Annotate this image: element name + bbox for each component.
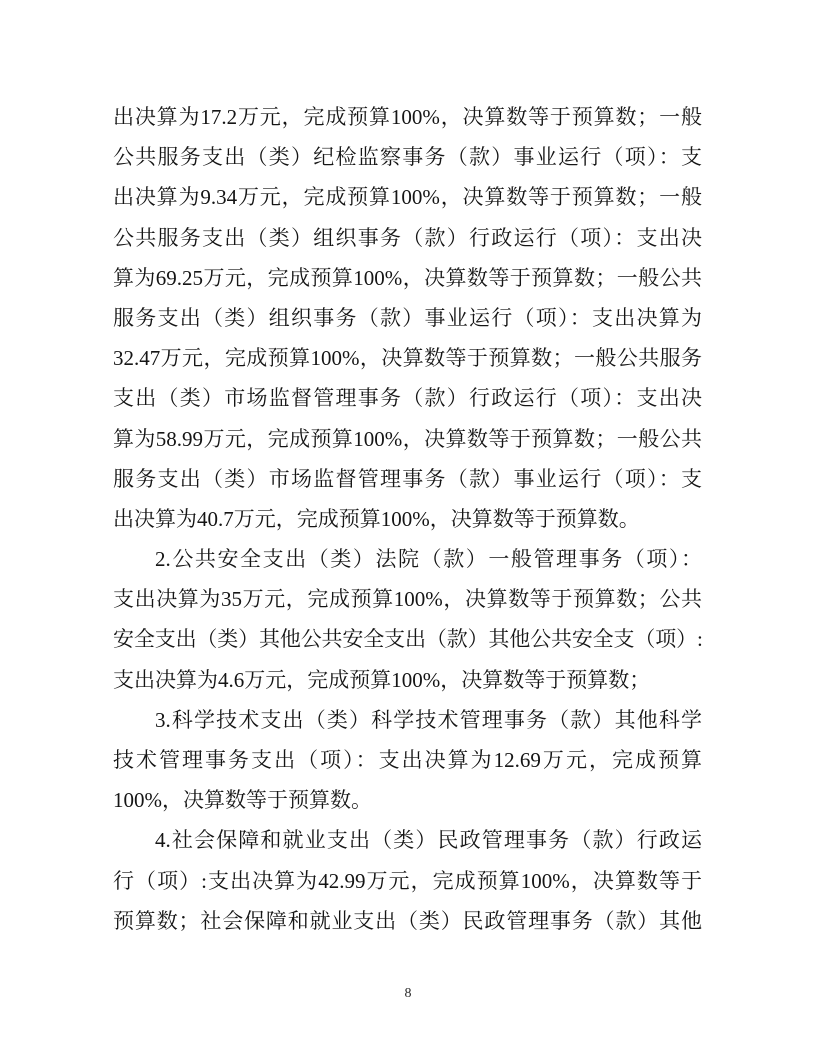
text-line: 安全支出（类）其他公共安全支出（款）其他公共安全支（项）:: [113, 627, 702, 652]
text-line: 服务支出（类）组织事务（款）事业运行（项）：支出决算为: [113, 305, 702, 330]
page-number: 8: [404, 986, 412, 1001]
text-line: 2.公共安全支出（类）法院（款）一般管理事务（项）：: [155, 547, 702, 572]
text-line: 32.47万元，完成预算100%，决算数等于预算数；一般公共服务: [113, 346, 702, 371]
text-line: 公共服务支出（类）纪检监察事务（款）事业运行（项）：支: [113, 145, 702, 170]
text-line: 3.科学技术支出（类）科学技术管理事务（款）其他科学: [155, 707, 702, 732]
text-line: 出决算为9.34万元，完成预算100%，决算数等于预算数；一般: [113, 185, 702, 210]
text-line: 支出决算为4.6万元，完成预算100%，决算数等于预算数；: [113, 667, 651, 692]
text-line: 支出（类）市场监督管理事务（款）行政运行（项）：支出决: [113, 386, 702, 411]
text-line: 算为69.25万元，完成预算100%，决算数等于预算数；一般公共: [113, 265, 702, 290]
text-line: 算为58.99万元，完成预算100%，决算数等于预算数；一般公共: [113, 426, 702, 451]
body-text: [113, 97, 702, 941]
text-line: 100%，决算数等于预算数。: [113, 788, 372, 813]
text-line: 出决算为17.2万元，完成预算100%，决算数等于预算数；一般: [113, 105, 702, 129]
text-line: 行（项）:支出决算为42.99万元，完成预算100%，决算数等于: [113, 868, 702, 893]
text-line: 预算数；社会保障和就业支出（类）民政管理事务（款）其他: [113, 908, 702, 933]
text-line: 服务支出（类）市场监督管理事务（款）事业运行（项）：支: [113, 466, 702, 491]
text-line: 4.社会保障和就业支出（类）民政管理事务（款）行政运: [155, 828, 702, 853]
text-line: 支出决算为35万元，完成预算100%，决算数等于预算数；公共: [113, 587, 702, 612]
text-line: 公共服务支出（类）组织事务（款）行政运行（项）：支出决: [113, 225, 702, 250]
text-line: 出决算为40.7万元，完成预算100%，决算数等于预算数。: [113, 506, 640, 531]
text-line: 技术管理事务支出（项）：支出决算为12.69万元，完成预算: [113, 748, 702, 772]
